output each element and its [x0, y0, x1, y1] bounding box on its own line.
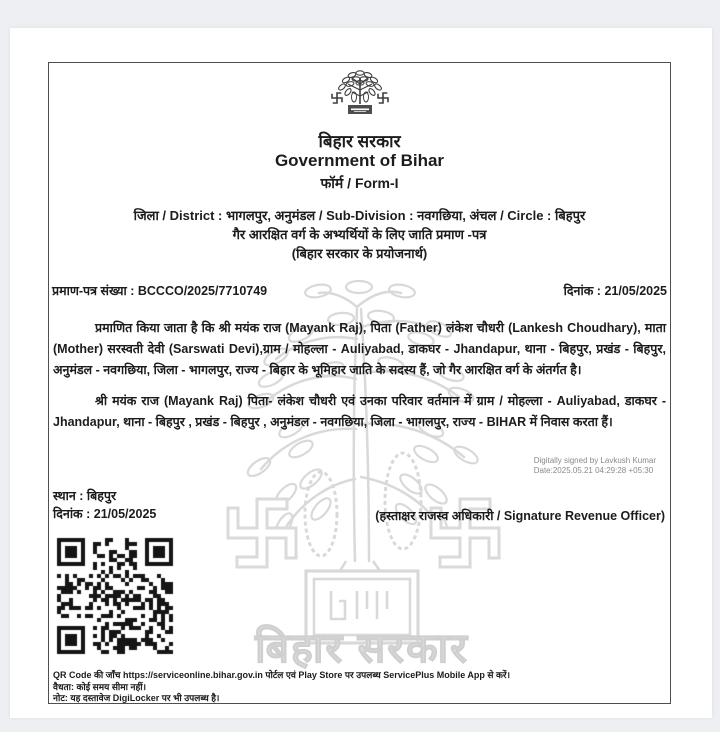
certificate-type-line: गैर आरक्षित वर्ग के अभ्यर्थियों के लिए जाति प्रमाण -पत्र [232, 227, 487, 242]
certificate-number [52, 282, 267, 299]
issue-date-value: 21/05/2025 [93, 507, 157, 521]
footer-note-digilocker: नोट: यह दस्तावेज DigiLocker पर भी उपलब्ध है। [53, 693, 220, 703]
issue-date-label: दिनांक : [53, 507, 91, 521]
certificate-number-label: प्रमाण-पत्र संख्या : [52, 284, 135, 298]
certificate-date-label: दिनांक : [563, 284, 601, 298]
watermark-text: बिहार सरकार [255, 625, 469, 671]
certificate-date-value: 21/05/2025 [604, 284, 667, 298]
form-label: फॉर्म / Form-I [320, 175, 399, 191]
issue-place-label: स्थान : [53, 489, 84, 503]
subheader-block [49, 206, 670, 263]
title-hindi: बिहार सरकार [318, 132, 401, 151]
footer-note-qr: QR Code की जाँच https://serviceonline.bihar.gov.in पोर्टल एवं Play Store पर उपलब्ध ServicePlus Mobile App से करें। [53, 670, 510, 680]
issue-place-date-block [53, 487, 156, 523]
certificate-paragraph-2: श्री मयंक राज (Mayank Raj) पिता- लंकेश चौधरी एवं उनका परिवार वर्तमान में ग्राम / मोहल्ला - Auliyabad, डाकघर - Jhandapur, थाना - बिहपुर , प्रखंड - बिहपुर , अनुमंडल - नवगछिया, जिला - भागलपुर, राज्य - BIHAR में निवास करता हैं। [53, 394, 666, 429]
digital-signature-line1: Digitally signed by Lavkush Kumar [533, 456, 656, 465]
issue-date [53, 505, 156, 523]
district-line: जिला / District : भागलपुर, अनुमंडल / Sub-Division : नवगछिया, अंचल / Circle : बिहपुर [133, 208, 586, 223]
certificate-paragraph-1: प्रमाणित किया जाता है कि श्री मयंक राज (Mayank Raj), पिता (Father) लंकेश चौधरी (Lankesh Choudhary), माता (Mother) सरस्वती देवी (Sarswati Devi),ग्राम / मोहल्ला - Auliyabad, डाकघर - Jhandapur, थाना - बिहपुर, प्रखंड - बिहपुर, अनुमंडल - नवगछिया, जिला - भागलपुर, राज्य - बिहार के भूमिहार जाति के सदस्य हैं, जो गैर आरक्षित वर्ग के अंतर्गत है। [53, 321, 666, 377]
title-english: Government of Bihar [274, 151, 445, 170]
certificate-date [564, 282, 667, 299]
digital-signature-line2: Date:2025.05.21 04:29:28 +05:30 [533, 466, 654, 475]
certificate-number-value: BCCCO/2025/7710749 [137, 284, 268, 298]
certificate-paper [10, 28, 712, 718]
footer-note-validity: वैधता: कोई समय सीमा नहीं। [53, 681, 146, 692]
certificate-border [48, 62, 671, 704]
signature-officer-label: (हस्ताक्षर राजस्व अधिकारी / Signature Revenue Officer) [375, 509, 665, 523]
certificate-meta-row [52, 282, 667, 299]
bihar-government-emblem-icon [49, 66, 670, 126]
issue-place [53, 487, 156, 505]
digital-signature-note [534, 456, 656, 476]
qr-code-icon [52, 533, 178, 659]
issue-place-value: बिहपुर [86, 489, 117, 503]
footer-notes [53, 670, 666, 705]
purpose-line: (बिहार सरकार के प्रयोजनार्थ) [291, 246, 428, 261]
